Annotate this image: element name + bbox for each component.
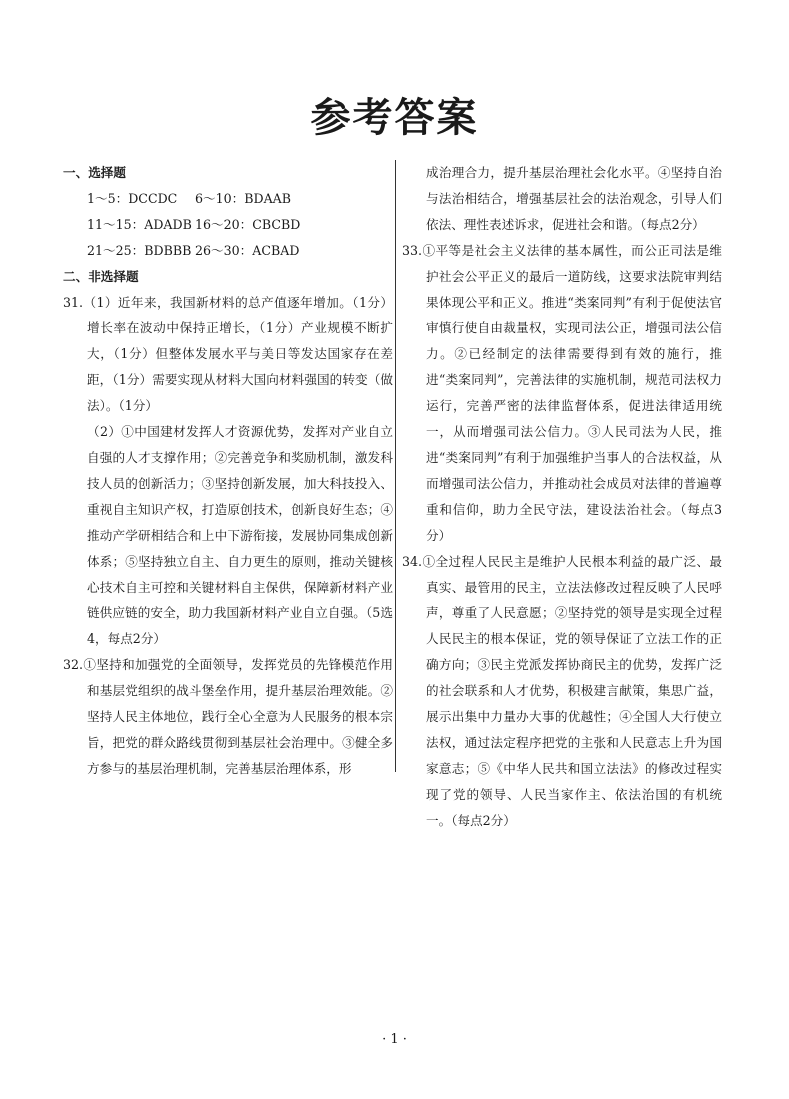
answer-34: 34.①全过程人民民主是维护人民根本利益的最广泛、最真实、最管用的民主，立法法修改过程反映了人民呼声，尊重了人民意愿；②坚持党的领导是实现全过程人民民主的根本保证，党的领导保证了立法工作的正确方向；③民主党派发挥协商民主的优势，发挥广泛的社会联系和人才优势，积极建言献策，集思广益，展示出集中力量办大事的优越性；④全国人大行使立法权，通过法定程序把党的主张和人民意志上升为国家意志；⑤《中华人民共和国立法法》的修改过程实现了党的领导、人民当家作主、依法治国的有机统一。（每点2分） [402,553,722,828]
answer-31-part1: 31.（1）近年来，我国新材料的总产值逐年增加。（1分）增长率在波动中保持正增长，（1分）产业规模不断扩大，（1分）但整体发展水平与美日等发达国家存在差距，（1分）需要实现从材料大国向材料强国的转变（做法）。（1分） [63,294,393,414]
answer-range: 16～20：CBCBD [195,216,301,232]
answer-range: 26～30：ACBAD [195,242,300,258]
answer-range: 6～10：BDAAB [195,190,292,206]
right-column [402,160,722,834]
answer-range: 11～15：ADADB [87,216,192,232]
answer-row-1 [63,186,393,212]
section-heading-non-choice: 二、非选择题 [63,268,139,284]
answer-row-3 [63,238,393,264]
page-title: 参考答案 [310,95,479,141]
column-divider [395,160,396,772]
page-number: · 1 · [382,1032,407,1047]
answer-range: 21～25：BDBBB [87,242,192,258]
answer-33: 33.①平等是社会主义法律的基本属性，而公正司法是维护社会公平正义的最后一道防线，这要求法院审判结果体现公平和正义。推进“类案同判”有利于促使法官审慎行使自由裁量权，实现司法公正，增强司法公信力。②已经制定的法律需要得到有效的施行，推进“类案同判”，完善法律的实施机制，规范司法权力运行，完善严密的法律监督体系，促进法律适用统一，从而增强司法公信力。③人民司法为人民，推进“类案同判”有利于加强维护当事人的合法权益，从而增强司法公信力，并推动社会成员对法律的普遍尊重和信仰，助力全民守法，建设法治社会。（每点3分） [402,242,722,543]
answer-31-part2: （2）①中国建材发挥人才资源优势，发挥对产业自立自强的人才支撑作用；②完善竞争和奖励机制，激发科技人员的创新活力；③坚持创新发展，加大科技投入、重视自主知识产权，打造原创技术，创新良好生态；④推动产学研相结合和上中下游衔接，发展协同集成创新体系；⑤坚持独立自主、自力更生的原则，推动关键核心技术自主可控和关键材料自主保供，保障新材料产业链供应链的安全，助力我国新材料产业自立自强。（5选4，每点2分） [87,424,393,647]
answer-32-start: 32.①坚持和加强党的全面领导，发挥党员的先锋模范作用和基层党组织的战斗堡垒作用，提升基层治理效能。②坚持人民主体地位，践行全心全意为人民服务的根本宗旨，把党的群众路线贯彻到基层社会治理中。③健全多方参与的基层治理机制，完善基层治理体系，形 [63,657,393,776]
answer-range: 1～5：DCCDC [87,190,178,206]
left-column [63,160,393,782]
answer-row-2 [63,212,393,238]
section-heading-choice: 一、选择题 [63,165,126,180]
answer-32-continued: 成治理合力，提升基层治理社会化水平。④坚持自治与法治相结合，增强基层社会的法治观念，引导人们依法、理性表述诉求，促进社会和谐。（每点2分） [426,165,722,232]
